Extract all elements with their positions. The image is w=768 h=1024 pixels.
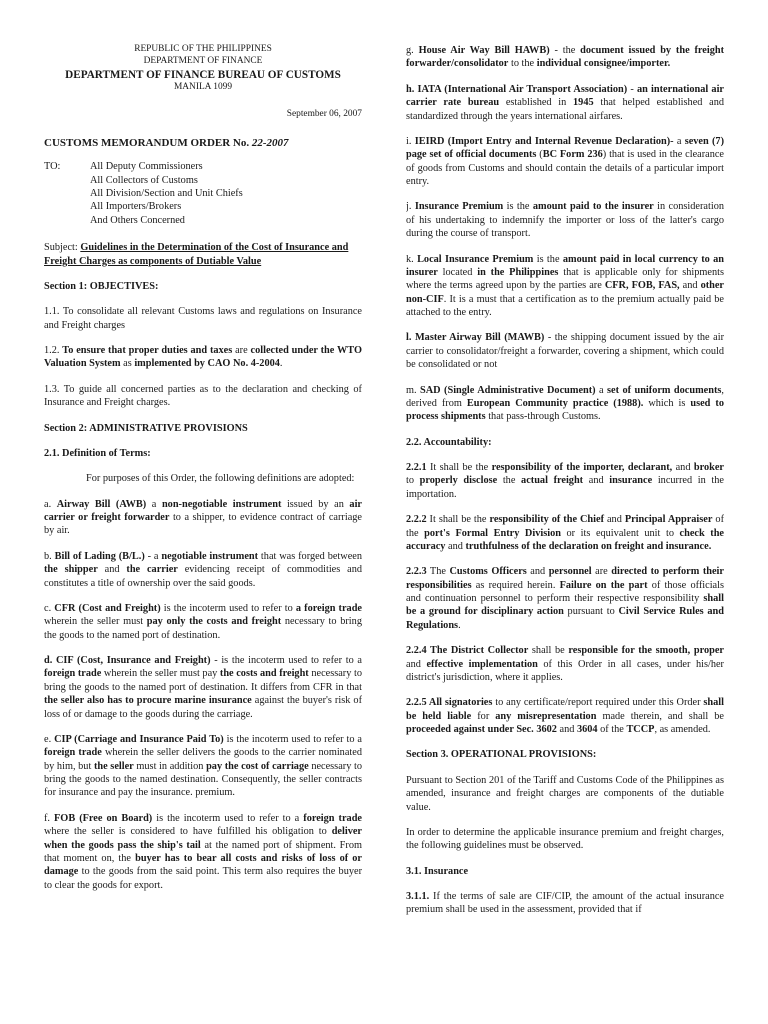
right-paragraph [406, 890, 724, 917]
text-run: g. [406, 45, 419, 56]
bold-text: responsibility of the importer, declarant, [491, 462, 673, 473]
bold-text: the costs and freight [219, 668, 309, 680]
text-run: ) that is used in the clearance of goods from Customs and should contain the details of a particular import entry. [406, 149, 724, 187]
bold-text: set of uniform documents [607, 384, 722, 396]
text-run: For purposes of this Order, the following definitions are adopted: [86, 473, 355, 485]
bold-text: other non-CIF [406, 280, 724, 305]
memo-title [44, 136, 362, 150]
bold-text: buyer has to bear all costs and risks of loss of or damage [44, 852, 362, 878]
bold-text: seven (7) page set of official documents [406, 135, 724, 161]
text-run: is the [503, 201, 533, 213]
bold-text: pay only the costs and freight [146, 616, 282, 628]
bureau-title: DEPARTMENT OF FINANCE BUREAU OF CUSTOMS [65, 68, 341, 81]
left-paragraph [44, 550, 362, 590]
bold-text: insurance [609, 475, 653, 487]
right-paragraph [406, 135, 724, 189]
text-run: and [556, 724, 577, 735]
recipient-item: And Others Concerned [90, 214, 185, 226]
text-run: m. [406, 384, 421, 396]
text-run: . [279, 358, 283, 370]
text-run: , as amended. [654, 724, 711, 735]
bold-text: CIP (Carriage and Insurance Paid To) [54, 733, 224, 745]
bold-text: air carrier or freight forwarder [44, 498, 362, 524]
text-run: of the [406, 514, 724, 539]
text-run: is the incoterm used to refer to a [152, 812, 304, 824]
right-paragraph [406, 83, 724, 123]
bold-text: FOB (Free on Board) [54, 812, 153, 824]
text-run: If the terms of sale are CIF/CIP, the amount of the actual insurance premium shall be used in the assessment, provided that if [406, 891, 724, 916]
text-run: the [497, 475, 522, 487]
text-run: which is [643, 397, 691, 409]
bold-text: House Air Way Bill HAWB) [418, 45, 550, 56]
text-run: and [583, 475, 610, 487]
text-run: to the [508, 58, 537, 70]
text-run: and [604, 514, 625, 526]
recipient-item: All Importers/Brokers [90, 201, 182, 213]
text-run: and [672, 462, 694, 473]
right-body [406, 44, 724, 917]
text-run: located [437, 266, 478, 278]
bold-text: 1945 [573, 97, 594, 109]
right-paragraph [406, 696, 724, 736]
text-run: made therein, and shall be [596, 710, 724, 722]
subject-label: Subject: [44, 242, 81, 254]
text-run: - [627, 83, 637, 95]
text-run: established in [499, 97, 574, 109]
subject-text: Guidelines in the Determination of the Cost of Insurance and Freight Charges as components of Dutiable Value [44, 242, 349, 267]
bold-text: 3.1.1. [406, 891, 430, 902]
subject-line [44, 241, 362, 268]
text-run: against the buyer's risk of loss of or damage to the goods during the carriage. [44, 695, 362, 720]
bold-text: Section 2: ADMINISTRATIVE PROVISIONS [44, 422, 248, 434]
bold-text: personnel [548, 566, 592, 578]
text-run: , derived from [406, 384, 724, 409]
bold-text: in the Philippines [477, 266, 559, 278]
document-header [44, 44, 362, 94]
text-run: i. [406, 135, 415, 147]
text-run: as [120, 358, 135, 370]
right-paragraph [406, 461, 724, 501]
left-paragraph [44, 733, 362, 800]
text-run: - the [549, 45, 581, 56]
right-paragraph [406, 565, 724, 632]
bold-text: 3.1. Insurance [406, 865, 469, 877]
bold-text: Local Insurance Premium [417, 253, 534, 265]
bold-text: proceeded against under Sec. 3602 [406, 724, 557, 735]
text-run: 1.2. [44, 345, 63, 357]
bold-text: implemented by CAO No. 4-2004 [134, 358, 280, 370]
right-column [406, 0, 724, 1024]
text-run: that was forged between [258, 550, 362, 562]
bold-text: the carrier [126, 564, 178, 576]
bold-text: Civil Service Rules and Regulations [406, 606, 724, 631]
text-run: . It is a must that a certification as to the premium actually paid be attached to the entry. [406, 293, 724, 318]
text-run: wherein the seller must [44, 616, 147, 628]
text-run: to any certificate/report required under this Order [492, 697, 704, 709]
text-run: necessary to bring the goods to the named port of destination. [44, 616, 362, 641]
text-run: shall be [528, 645, 569, 657]
text-run: necessary to bring the goods to the named port of destination. It differs from CFR in that [44, 668, 362, 693]
bold-text: h. IATA (International Air Transport Association) [406, 83, 628, 95]
bold-text: Bill of Lading (B/L.) [54, 550, 145, 562]
bold-text: amount paid to the insurer [532, 201, 654, 213]
bold-text: responsibility of the Chief [489, 514, 605, 526]
left-paragraph [44, 383, 362, 410]
left-paragraph [44, 654, 362, 721]
memo-number: 22-2007 [251, 137, 289, 150]
text-run: . [458, 619, 461, 631]
bold-text: the seller also has to procure marine insurance [44, 695, 252, 707]
text-run: j. [406, 201, 415, 213]
text-run: a [595, 384, 608, 396]
bold-text: 2.2. Accountability: [406, 436, 492, 448]
bold-text: collected under the WTO Valuation System [44, 345, 362, 370]
left-paragraph [44, 498, 362, 538]
recipient-item: All Deputy Commissioners [90, 161, 203, 173]
bold-text: foreign trade [44, 747, 102, 759]
left-paragraph [44, 602, 362, 642]
text-run: f. [44, 812, 55, 824]
text-run: where the seller is considered to have fulfilled his obligation to [44, 826, 332, 838]
bold-text: deliver when the goods pass the ship's tail [44, 826, 362, 851]
bold-text: 2.2.4 The District Collector [406, 645, 529, 657]
bold-text: SAD (Single Administrative Document) [420, 384, 596, 396]
bold-text: negotiable instrument [161, 550, 259, 562]
left-paragraph [44, 447, 362, 460]
text-run: b. [44, 550, 55, 562]
bold-text: actual freight [521, 475, 584, 487]
bold-text: IEIRD (Import Entry and Internal Revenue Declaration)- [414, 135, 674, 147]
bold-text: To ensure that proper duties and taxes [62, 345, 233, 357]
bold-text: shall be a ground for disciplinary action [406, 593, 724, 618]
to-label: TO: [44, 161, 61, 173]
text-run: necessary to bring the goods to the named destination. Consequently, the seller contracts for insurance and pay the insurance. premium. [44, 760, 362, 799]
text-run: - a [144, 550, 162, 562]
bold-text: pay the cost of carriage [206, 760, 309, 772]
right-paragraph [406, 253, 724, 320]
bold-text: properly disclose [419, 475, 498, 487]
bold-text: amount paid in local currency to an insurer [406, 253, 724, 278]
text-run: pursuant to [563, 606, 619, 618]
bold-text: Section 1: OBJECTIVES: [44, 280, 159, 292]
text-run: is the incoterm used to refer to a [223, 733, 362, 745]
city-line: MANILA 1099 [173, 82, 233, 93]
left-paragraph [44, 280, 362, 293]
bold-text: CFR, FOB, FAS, [604, 280, 680, 292]
text-run: that pass-through Customs. [485, 411, 601, 423]
text-run: - is the incoterm used to refer to a [210, 655, 362, 667]
bold-text: BC Form 236 [542, 149, 603, 161]
bold-text: Insurance Premium [414, 201, 504, 213]
bold-text: document issued by the freight forwarder/consolidator [406, 45, 724, 70]
bold-text: 3604 [576, 724, 598, 735]
bold-text: 2.2.2 [406, 514, 427, 526]
bold-text: 2.1. Definition of Terms: [44, 447, 151, 459]
text-run: e. [44, 733, 55, 745]
bold-text: Customs Officers [449, 566, 527, 578]
bold-text: used to process shipments [406, 397, 724, 423]
text-run: to [406, 475, 420, 487]
left-paragraph [44, 472, 362, 485]
bold-text: the seller [93, 760, 134, 772]
text-run: and [406, 658, 427, 670]
right-paragraph [406, 44, 724, 71]
text-run: and [679, 280, 701, 292]
bold-text: individual consignee/importer. [536, 58, 671, 70]
text-run: and [526, 566, 549, 578]
right-paragraph [406, 774, 724, 814]
bold-text: foreign trade [303, 812, 362, 824]
left-paragraph [44, 422, 362, 435]
text-run: Pursuant to Section 201 of the Tariff and Customs Code of the Philippines as amended, insurance and freight charges are components of the dutiable value. [406, 774, 724, 813]
text-run: In order to determine the applicable insurance premium and freight charges, the following guidelines must be observed. [406, 826, 724, 852]
text-run: The [426, 566, 450, 578]
left-paragraph [44, 812, 362, 892]
republic-line: REPUBLIC OF THE PHILIPPINES [134, 44, 272, 54]
left-paragraph [44, 305, 362, 332]
memo-date: September 06, 2007 [286, 108, 362, 119]
right-paragraph [406, 644, 724, 684]
text-run: that is applicable only for shipments where the terms agreed upon by the parties are [406, 266, 724, 292]
text-run: c. [44, 602, 55, 614]
recipients-block [44, 160, 362, 227]
bold-text: a foreign trade [295, 602, 362, 614]
right-paragraph [406, 865, 724, 878]
memo-title-prefix: CUSTOMS MEMORANDUM ORDER No. [44, 137, 252, 150]
text-run: for [471, 710, 496, 722]
text-run: to the goods from the said point. This term also requires the buyer to clear the goods for export. [44, 866, 362, 891]
right-paragraph [406, 331, 724, 371]
bold-text: non-negotiable instrument [161, 498, 282, 510]
right-paragraph [406, 384, 724, 424]
right-paragraph [406, 748, 724, 761]
text-run: k. [406, 253, 418, 265]
text-run: of the [597, 724, 627, 735]
text-run: incurred in the importation. [406, 475, 724, 500]
text-run: wherein the seller must pay [101, 668, 220, 680]
bold-text: Failure on the part [559, 579, 648, 591]
text-run: are [232, 345, 251, 357]
text-run: ( [536, 149, 543, 161]
text-run: a [146, 498, 162, 510]
bold-text: Principal Appraiser [624, 514, 713, 526]
left-column [44, 0, 362, 1024]
text-run: of this Order in all cases, under his/her district's jurisdiction, where it applies. [406, 658, 724, 683]
right-paragraph [406, 200, 724, 240]
bold-text: the shipper [44, 564, 98, 576]
right-paragraph [406, 513, 724, 553]
bold-text: d. CIF (Cost, Insurance and Freight) [44, 655, 211, 667]
recipient-item: All Division/Section and Unit Chiefs [90, 188, 243, 200]
recipients-list [90, 160, 243, 227]
bold-text: 2.2.1 [406, 462, 427, 473]
bold-text: any misrepresentation [495, 710, 597, 722]
right-paragraph [406, 436, 724, 449]
text-run: wherein the seller delivers the goods to the carrier nominated by him, but [44, 747, 362, 772]
recipient-item: All Collectors of Customs [90, 174, 198, 186]
bold-text: truthfulness of the declaration on freight and insurance. [465, 540, 712, 552]
text-run: at the named port of shipment. From that moment on, the [44, 839, 362, 864]
text-run: that helped established and standardized through the years international airfares. [406, 97, 724, 122]
bold-text: TCCP [626, 724, 655, 735]
text-run: is the incoterm used to refer to [160, 602, 296, 614]
text-run: 1.1. To consolidate all relevant Customs laws and regulations on Insurance and Freight charges [44, 306, 362, 331]
text-run: is the [533, 253, 563, 265]
left-body [44, 280, 362, 892]
text-run: issued by an [281, 498, 350, 510]
bold-text: an international air carrier rate bureau [406, 83, 724, 109]
bold-text: directed to perform their responsibilities [406, 566, 724, 591]
text-run: to a shipper, to evidence contract of carriage by air. [44, 512, 362, 537]
text-run: and [445, 540, 466, 552]
text-run: must in addition [133, 760, 207, 772]
text-run: a. [44, 498, 57, 510]
bold-text: 2.2.5 All signatories [406, 697, 493, 709]
bold-text: European Community practice (1988). [466, 397, 644, 409]
bold-text: l. Master Airway Bill (MAWB) [406, 332, 545, 344]
text-run: as required herein. [471, 579, 560, 591]
bold-text: port's Formal Entry Division [424, 527, 561, 539]
text-run: and [97, 564, 127, 576]
bold-text: foreign trade [44, 668, 102, 680]
text-run: a [673, 135, 685, 147]
text-run: 1.3. To guide all concerned parties as to the declaration and checking of Insurance and Freight charges. [44, 383, 362, 409]
right-paragraph [406, 826, 724, 853]
bold-text: broker [693, 462, 724, 473]
text-run: of those officials and continuation personnel to perform their respective responsibility [406, 579, 724, 604]
bold-text: shall be held liable [406, 697, 724, 722]
text-run: evidencing receipt of commodities and constitutes a title of ownership over the said goods. [44, 564, 362, 589]
department-line: DEPARTMENT OF FINANCE [143, 55, 263, 66]
text-run: - the shipping document issued by the air carrier to consolidator/freight a forwarder, covering a shipment, which could be consolidated or not [406, 332, 724, 371]
bold-text: responsible for the smooth, proper [568, 645, 724, 657]
bold-text: check the accuracy [406, 527, 724, 552]
bold-text: Section 3. OPERATIONAL PROVISIONS: [406, 749, 597, 761]
bold-text: Airway Bill (AWB) [56, 498, 147, 510]
bold-text: 2.2.3 [406, 566, 427, 578]
text-run: or its equivalent unit to [560, 527, 680, 539]
left-paragraph [44, 344, 362, 371]
text-run: are [591, 566, 612, 578]
bold-text: effective implementation [426, 658, 538, 670]
text-run: It shall be the [426, 514, 490, 526]
text-run: It shall be the [426, 462, 492, 473]
text-run: in consideration of his undertaking to indemnify the importer or loss of the latter's cargo during the course of transport. [406, 201, 724, 240]
bold-text: CFR (Cost and Freight) [54, 602, 161, 614]
